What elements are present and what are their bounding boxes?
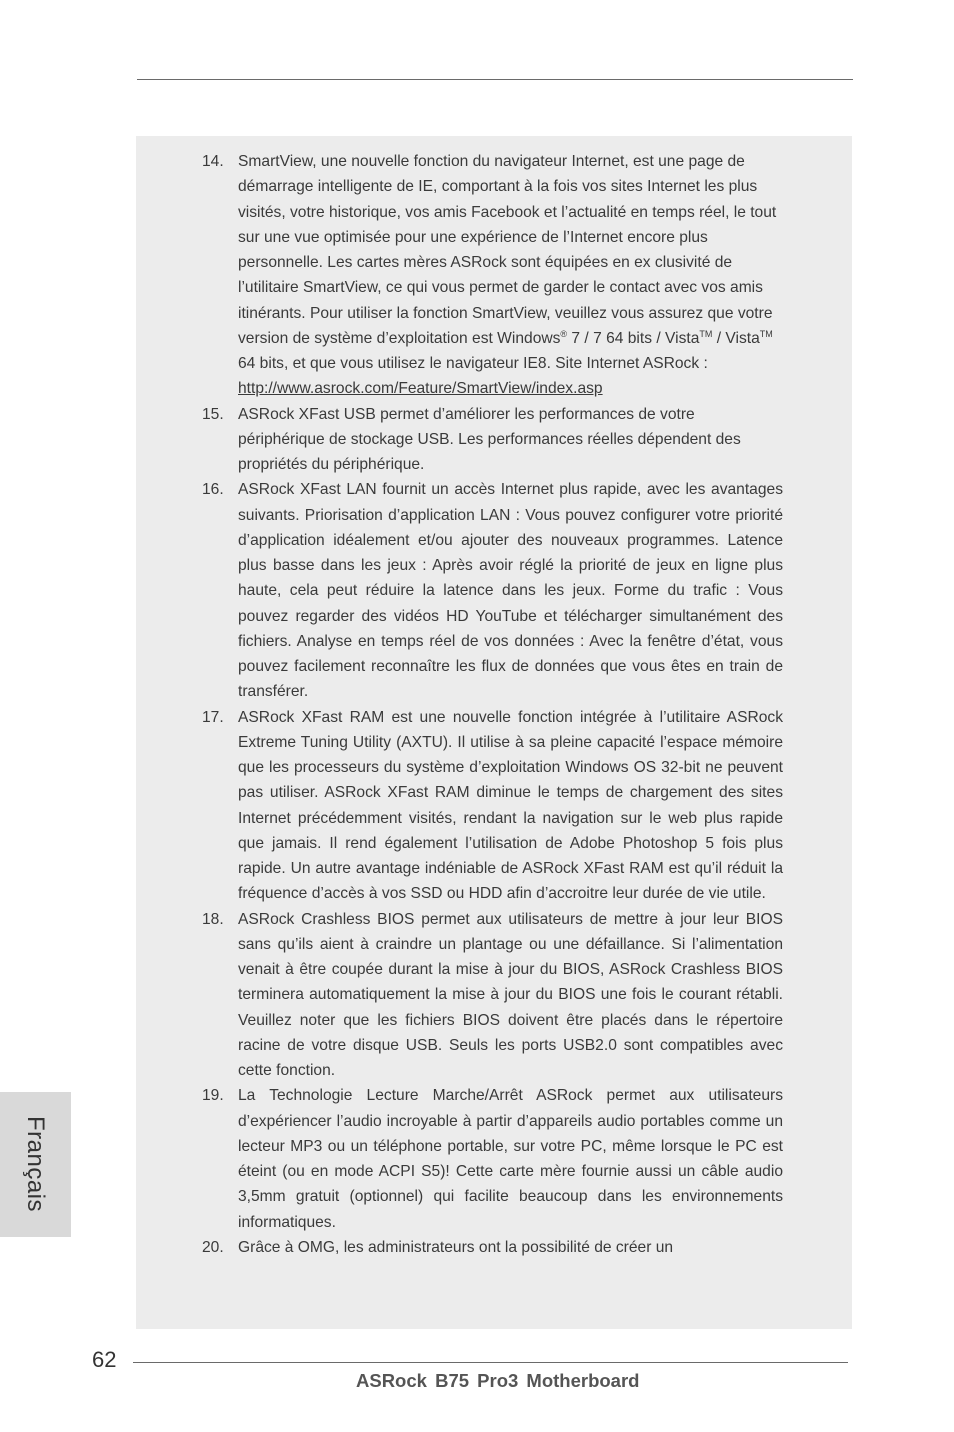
list-item xyxy=(136,1235,783,1260)
list-item xyxy=(136,477,783,704)
footer-rule xyxy=(133,1362,848,1363)
item-number: 19. xyxy=(202,1087,224,1105)
item-number: 17. xyxy=(202,708,224,726)
item-number: 14. xyxy=(202,153,224,170)
item-text: ASRock XFast RAM est une nouvelle fonction intégrée à l’utilitaire ASRock Extreme Tuning Utility (AXTU). Il utilise à sa pleine capacité l’espace mémoire que les processeurs du système d’exploitation Windows OS 32-bit ne peuvent pas utiliser. ASRock XFast RAM diminue le temps de chargement des sites Internet précédemment visités, rendant la navigation sur le web plus rapide que jamais. Il rend également l’utilisation de Adobe Photoshop 5 fois plus rapide. Un autre avantage indéniable de ASRock XFast RAM est qu’il réduit la fréquence d’accès à vos SSD ou HDD afin d’accroitre leur durée de vie utile. xyxy=(238,708,783,903)
list-item xyxy=(136,149,783,402)
feature-list xyxy=(136,149,852,1260)
registered-mark: ® xyxy=(560,328,568,339)
language-tab xyxy=(0,1092,71,1237)
page-number: 62 xyxy=(92,1347,117,1372)
item-text: ASRock XFast USB permet d’améliorer les performances de votre périphérique de stockage USB. Les performances réelles dépendent des propriétés du périphérique. xyxy=(238,405,741,473)
smartview-link[interactable]: http://www.asrock.com/Feature/SmartView/index.asp xyxy=(238,380,603,398)
item-number: 20. xyxy=(202,1238,224,1256)
content-panel xyxy=(136,136,852,1329)
item-number: 16. xyxy=(202,481,224,499)
item-text: ASRock XFast LAN fournit un accès Internet plus rapide, avec les avantages suivants. Priorisation d’application LAN : Vous pouvez configurer votre priorité d’application idéalement et/ou ajouter des nouveaux programmes. Latence plus basse dans les jeux : Après avoir réglé la priorité de jeux en ligne plus haute, cela peut réduire la latence dans les jeux. Forme du trafic : Vous pouvez regarder des vidéos HD YouTube et télécharger simultanément des fichiers. Analyse en temps réel de vos données : Avec la fenêtre d’état, vous pouvez facilement reconnaître les flux de données que vous êtes en train de transférer. xyxy=(238,481,783,701)
language-tab-label: Français xyxy=(22,1115,49,1213)
trademark-mark: TM xyxy=(699,328,713,339)
list-item xyxy=(136,402,783,478)
item-text: ASRock Crashless BIOS permet aux utilisateurs de mettre à jour leur BIOS sans qu’ils aient à craindre un plantage ou une défaillance. Si l’alimentation venait à être coupée durant la mise à jour du BIOS, ASRock Crashless BIOS terminera automatiquement la mise à jour du BIOS une fois le courant rétabli. Veuillez noter que les fichiers BIOS doivent être placés dans le répertoire racine de votre disque USB. Seuls les ports USB2.0 sont compatibles avec cette fonction. xyxy=(238,910,783,1079)
item-text: SmartView, une nouvelle fonction du navigateur Internet, est une page de démarrage intelligente de IE, comportant à la fois vos sites Internet les plus visités, votre historique, vos amis Facebook et l’actualité en temps réel, le tout sur une vue optimisée pour une expérience de l’Internet encore plus personnelle. Les cartes mères ASRock sont équipées en ex clusivité de l’utilitaire SmartView, ce qui vous permet de garder le contact avec vos amis itinérants. Pour utiliser la fonction SmartView, veuillez vous assurez que votre version de système d’exploitation est Windows® 7 / 7 64 bits / Vista™ / Vista™ 64 bits, et que vous utilisez le navigateur IE8. Site Internet ASRock : http://www.asrock.com/Feature/SmartView/index.asp xyxy=(238,153,777,398)
item-text: Grâce à OMG, les administrateurs ont la possibilité de créer un xyxy=(238,1238,674,1256)
list-item xyxy=(136,1083,783,1235)
footer-title: ASRock B75 Pro3 Motherboard xyxy=(356,1370,640,1391)
list-item xyxy=(136,705,783,907)
item-number: 15. xyxy=(202,405,224,423)
header-rule xyxy=(137,79,853,80)
item-text: La Technologie Lecture Marche/Arrêt ASRock permet aux utilisateurs d’expériencer l’audio incroyable à partir d’appareils audio portables comme un lecteur MP3 ou un téléphone portable, sur votre PC, même lorsque le PC est éteint (ou en mode ACPI S5)! Cette carte mère fournie aussi un câble audio 3,5mm gratuit (optionnel) qui facilite beaucoup dans les environnements informatiques. xyxy=(238,1087,783,1231)
list-item xyxy=(136,907,783,1084)
item-number: 18. xyxy=(202,910,224,928)
trademark-mark: TM xyxy=(759,328,773,339)
